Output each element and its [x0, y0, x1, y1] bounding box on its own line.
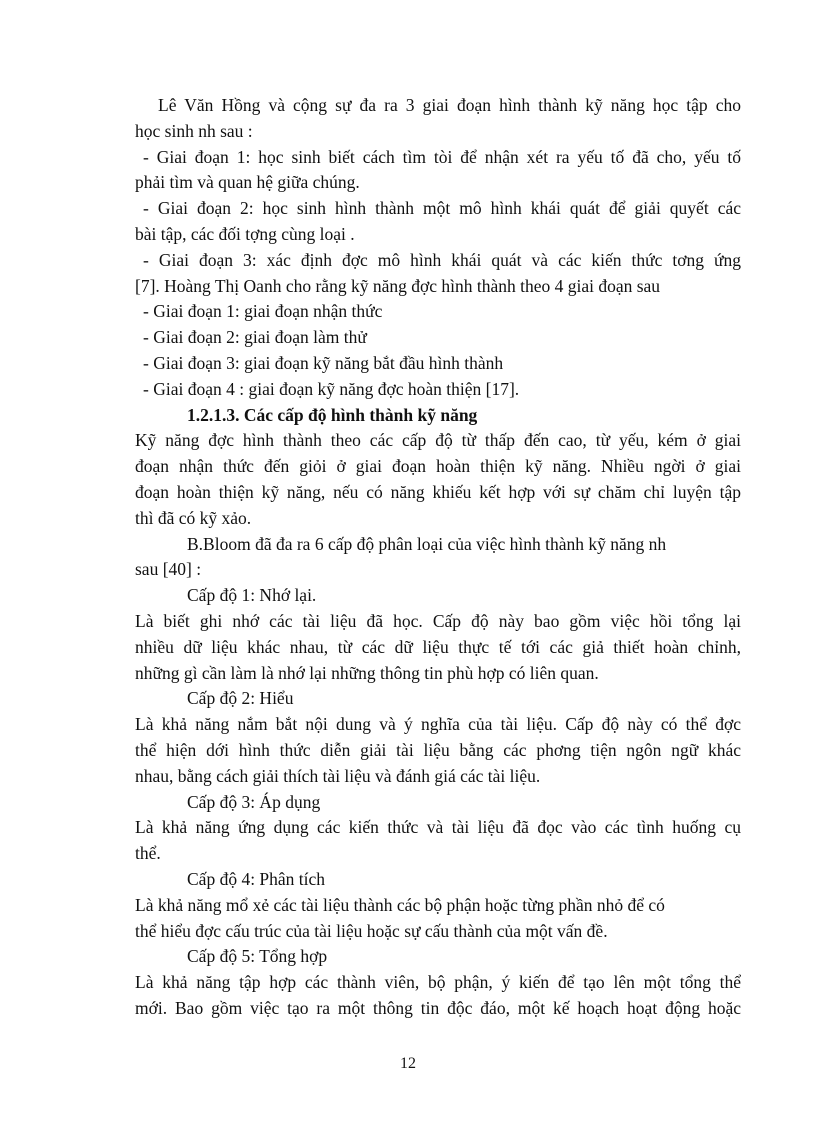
section-heading: 1.2.1.3. Các cấp độ hình thành kỹ năng	[187, 404, 478, 425]
list-item: - Giai đoạn 2: giai đoạn làm thử	[143, 327, 367, 348]
list-item: - Giai đoạn 1: giai đoạn nhận thức	[143, 301, 383, 322]
text-line: Kỹ năng đợc hình thành theo các cấp độ từ thấp đến cao, từ yếu, kém ở giai	[135, 430, 741, 451]
text-line: B.Bloom đã đa ra 6 cấp độ phân loại của việc hình thành kỹ năng nh	[187, 533, 667, 554]
list-item: - Giai đoạn 2: học sinh hình thành một mô hình khái quát để giải quyết các	[143, 198, 741, 219]
text-line: học sinh nh sau :	[135, 120, 253, 141]
text-line: Là khả năng mổ xẻ các tài liệu thành các bộ phận hoặc từng phần nhỏ để có	[135, 894, 665, 915]
text-line: đoạn hoàn thiện kỹ năng, nếu có năng khiếu kết hợp với sự chăm chỉ luyện tập	[135, 481, 741, 502]
text-line: thì đã có kỹ xảo.	[135, 507, 252, 528]
level-heading: Cấp độ 5: Tổng hợp	[187, 946, 328, 967]
text-line: thể.	[135, 843, 161, 864]
text-line: [7]. Hoàng Thị Oanh cho rằng kỹ năng đợc hình thành theo 4 giai đoạn sau	[135, 275, 661, 296]
text-line: Là khả năng ứng dụng các kiến thức và tài liệu đã đọc vào các tình huống cụ	[135, 817, 741, 838]
list-item: - Giai đoạn 3: xác định đợc mô hình khái quát và các kiến thức tơng ứng	[143, 249, 741, 270]
level-heading: Cấp độ 4: Phân tích	[187, 868, 326, 889]
text-line: bài tập, các đối tợng cùng loại .	[135, 223, 355, 244]
text-line: Lê Văn Hồng và cộng sự đa ra 3 giai đoạn hình thành kỹ năng học tập cho	[158, 95, 741, 115]
text-line: thể hiện dới hình thức diễn giải tài liệu bằng các phơng tiện ngôn ngữ khác	[135, 739, 741, 760]
text-line: Là khả năng tập hợp các thành viên, bộ phận, ý kiến để tạo lên một tổng thể	[135, 972, 741, 993]
level-heading: Cấp độ 3: Áp dụng	[187, 791, 321, 812]
text-line: Là biết ghi nhớ các tài liệu đã học. Cấp độ này bao gồm việc hồi tổng lại	[135, 610, 741, 631]
level-heading: Cấp độ 2: Hiểu	[187, 688, 294, 709]
level-heading: Cấp độ 1: Nhớ lại.	[187, 585, 317, 606]
text-line: sau [40] :	[135, 559, 202, 580]
text-line: phải tìm và quan hệ giữa chúng.	[135, 172, 360, 193]
list-item: - Giai đoạn 1: học sinh biết cách tìm tòi để nhận xét ra yếu tố đã cho, yếu tố	[143, 146, 741, 167]
page-number: 12	[400, 1055, 416, 1072]
text-line: đoạn nhận thức đến giỏi ở giai đoạn hoàn thiện kỹ năng. Nhiều ngời ở giai	[135, 456, 741, 477]
document-body	[135, 93, 741, 1022]
list-item: - Giai đoạn 3: giai đoạn kỹ năng bắt đầu hình thành	[143, 352, 504, 373]
text-line: những gì cần làm là nhớ lại những thông tin phù hợp có liên quan.	[135, 662, 599, 683]
text-line: Là khả năng nắm bắt nội dung và ý nghĩa của tài liệu. Cấp độ này có thể đợc	[135, 714, 741, 735]
text-line: mới. Bao gồm việc tạo ra một thông tin độc đáo, một kế hoạch hoạt động hoặc	[135, 997, 741, 1018]
text-line: nhau, bằng cách giải thích tài liệu và đánh giá các tài liệu.	[135, 765, 541, 786]
list-item: - Giai đoạn 4 : giai đoạn kỹ năng đợc hoàn thiện [17].	[143, 378, 520, 399]
text-line: thể hiểu đợc cấu trúc của tài liệu hoặc sự cấu thành của một vấn đề.	[135, 920, 608, 941]
text-line: nhiều dữ liệu khác nhau, từ các dữ liệu thực tế tới các giả thiết hoàn chỉnh,	[135, 636, 741, 657]
